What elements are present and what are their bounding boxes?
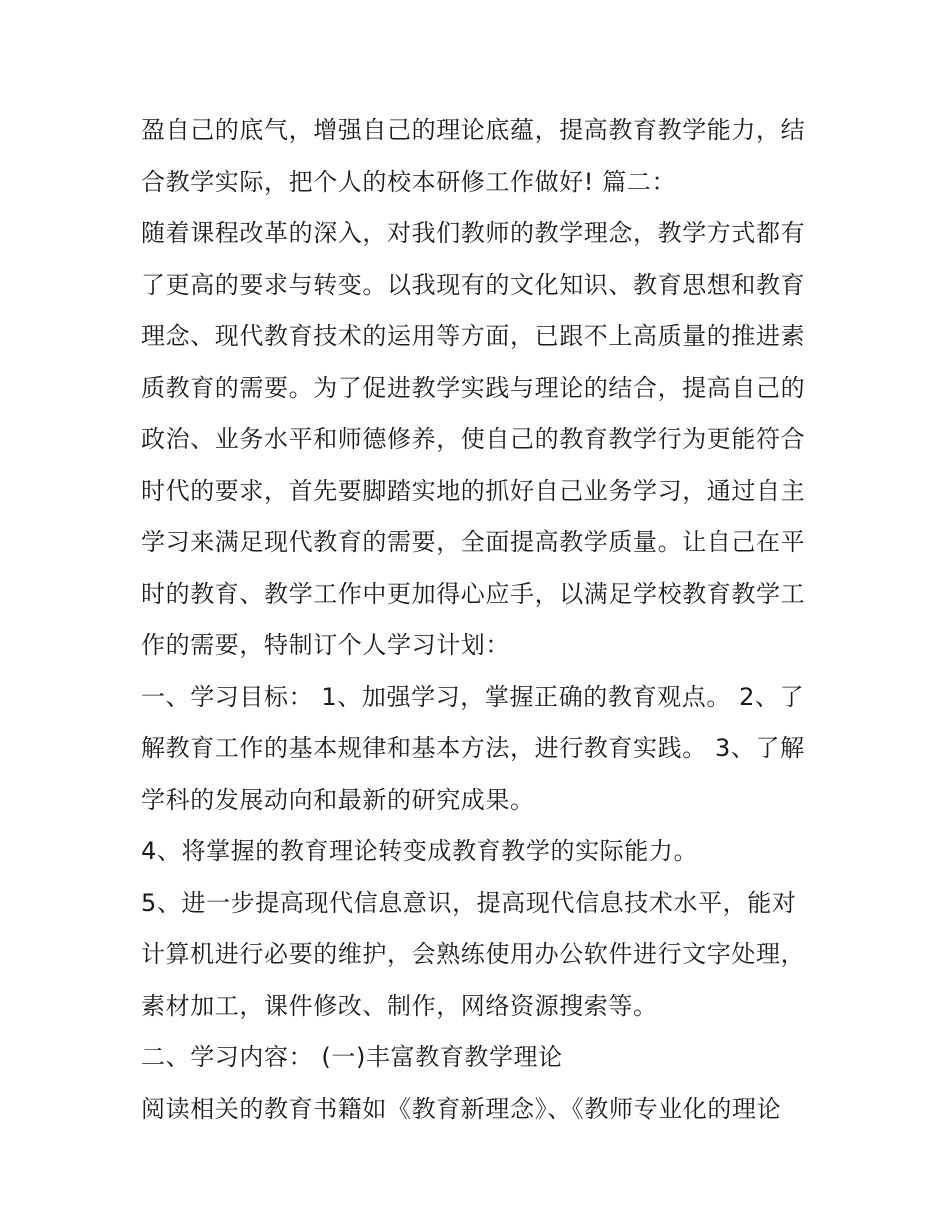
- text-line: 学习来满足现代教育的需要，全面提高教学质量。让自己在平: [141, 528, 806, 556]
- document-body: [141, 105, 821, 1135]
- text-line: 时的教育、教学工作中更加得心应手，以满足学校教育教学工: [141, 579, 806, 608]
- text-line: 盈自己的底气，增强自己的理论底蕴，提高教育教学能力，结: [141, 116, 806, 144]
- text-line: 质教育的需要。为了促进教学实践与理论的结合，提高自己的: [141, 373, 806, 402]
- text-line: 政治、业务水平和师德修养，使自己的教育教学行为更能符合: [141, 425, 806, 453]
- text-line: 理念、现代教育技术的运用等方面，已跟不上高质量的推进素: [141, 322, 806, 350]
- text-line: 时代的要求，首先要脚踏实地的抓好自己业务学习，通过自主: [141, 476, 806, 505]
- text-line: 作的需要，特制订个人学习计划：: [141, 631, 510, 659]
- text-line: 阅读相关的教育书籍如《教育新理念》、《教师专业化的理论: [141, 1094, 782, 1123]
- text-line: 了更高的要求与转变。以我现有的文化知识、教育思想和教育: [141, 270, 806, 299]
- list-item-line: 5、进一步提高现代信息意识，提高现代信息技术水平，能对: [141, 888, 797, 917]
- text-line: 随着课程改革的深入，对我们教师的教学理念，教学方式都有: [141, 219, 806, 247]
- text-line: 计算机进行必要的维护，会熟练使用办公软件进行文字处理，: [141, 940, 806, 968]
- text-line: 学科的发展动向和最新的研究成果。: [141, 785, 535, 814]
- text-line: 素材加工，课件修改、制作，网络资源搜索等。: [141, 991, 658, 1020]
- list-item-line: 4、将掌握的教育理论转变成教育教学的实际能力。: [141, 837, 699, 865]
- section-heading-line: 二、学习内容： (一)丰富教育教学理论: [141, 1043, 563, 1071]
- text-line: 解教育工作的基本规律和基本方法，进行教育实践。 3、了解: [141, 734, 805, 762]
- section-heading-line: 一、学习目标： 1、加强学习，掌握正确的教育观点。 2、了: [141, 682, 805, 711]
- text-line: 合教学实际，把个人的校本研修工作做好! 篇二：: [141, 167, 677, 196]
